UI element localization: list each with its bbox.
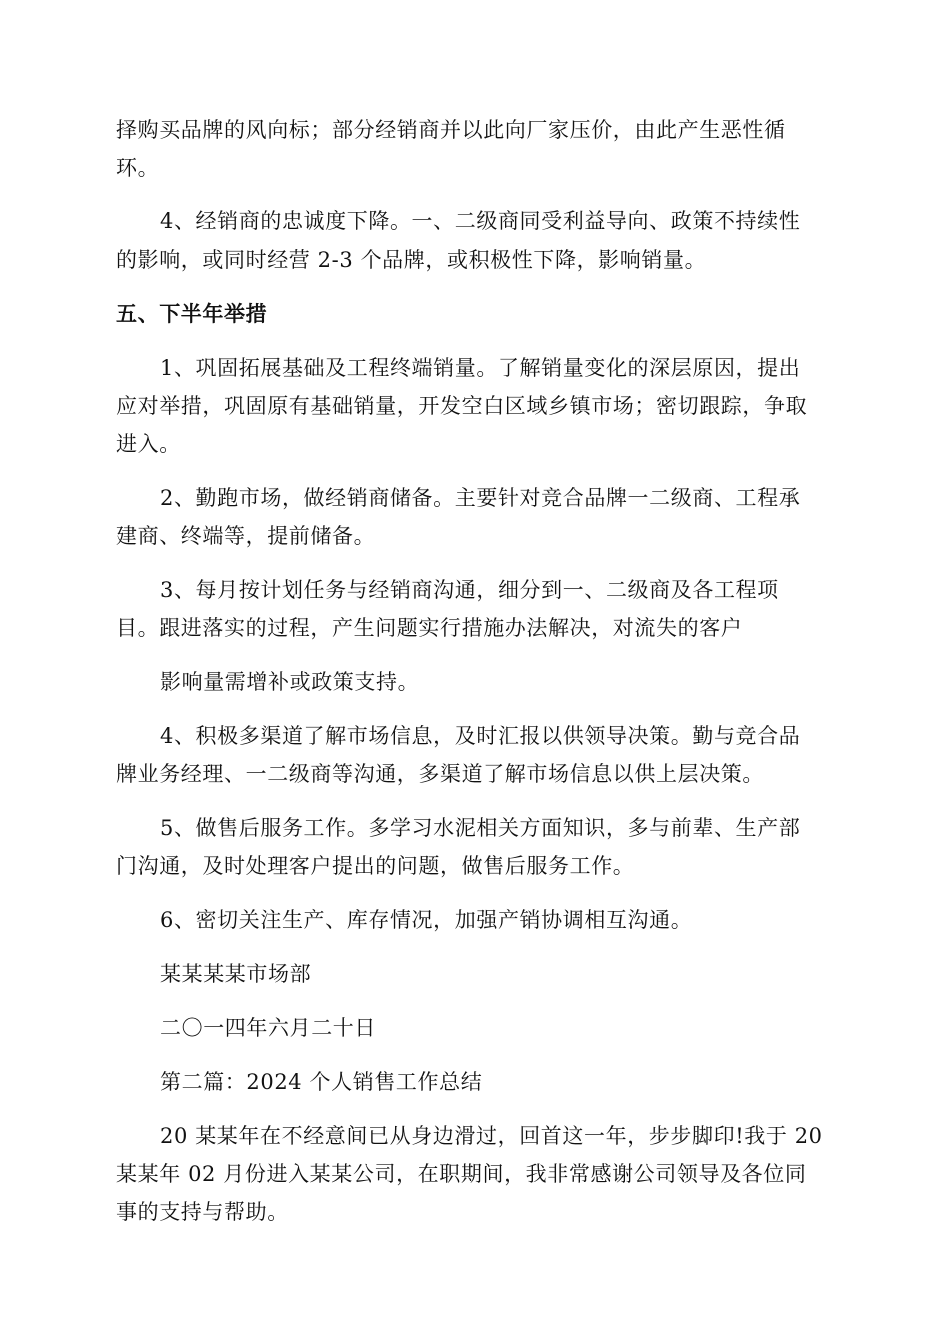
paragraph-line: 4、积极多渠道了解市场信息，及时汇报以供领导决策。勤与竞合品: [160, 724, 801, 748]
paragraph-line: 20 某某年在不经意间已从身边滑过，回首这一年，步步脚印!我于 20: [160, 1124, 823, 1148]
paragraph-line: 建商、终端等，提前储备。: [116, 524, 376, 548]
paragraph-line: 门沟通，及时处理客户提出的问题，做售后服务工作。: [116, 854, 635, 878]
paragraph-line: 应对举措，巩固原有基础销量，开发空白区域乡镇市场；密切跟踪，争取: [116, 394, 808, 418]
paragraph-line: 影响量需增补或政策支持。: [160, 670, 420, 694]
paragraph-line: 1、巩固拓展基础及工程终端销量。了解销量变化的深层原因，提出: [160, 356, 801, 380]
section-heading: 五、下半年举措: [116, 302, 268, 326]
paragraph-line: 事的支持与帮助。: [116, 1200, 289, 1224]
paragraph-line: 4、经销商的忠诚度下降。一、二级商同受利益导向、政策不持续性: [160, 209, 801, 233]
paragraph-line: 6、密切关注生产、库存情况，加强产销协调相互沟通。: [160, 908, 693, 932]
paragraph-line: 进入。: [116, 432, 181, 456]
chapter-title: 第二篇：2024 个人销售工作总结: [160, 1070, 483, 1094]
paragraph-line: 目。跟进落实的过程，产生问题实行措施办法解决，对流失的客户: [116, 616, 743, 640]
signature-date: 二〇一四年六月二十日: [160, 1016, 376, 1040]
paragraph-line: 3、每月按计划任务与经销商沟通，细分到一、二级商及各工程项: [160, 578, 779, 602]
paragraph-line: 某某年 02 月份进入某某公司，在职期间，我非常感谢公司领导及各位同: [116, 1162, 807, 1186]
paragraph-line: 5、做售后服务工作。多学习水泥相关方面知识，多与前辈、生产部: [160, 816, 801, 840]
paragraph-line: 牌业务经理、一二级商等沟通，多渠道了解市场信息以供上层决策。: [116, 762, 764, 786]
paragraph-line: 环。: [116, 156, 160, 180]
signature-department: 某某某某市场部: [160, 962, 312, 986]
paragraph-line: 的影响，或同时经营 2-3 个品牌，或积极性下降，影响销量。: [116, 248, 707, 272]
paragraph-line: 择购买品牌的风向标；部分经销商并以此向厂家压价，由此产生恶性循: [116, 118, 786, 142]
paragraph-line: 2、勤跑市场，做经销商储备。主要针对竞合品牌一二级商、工程承: [160, 486, 801, 510]
